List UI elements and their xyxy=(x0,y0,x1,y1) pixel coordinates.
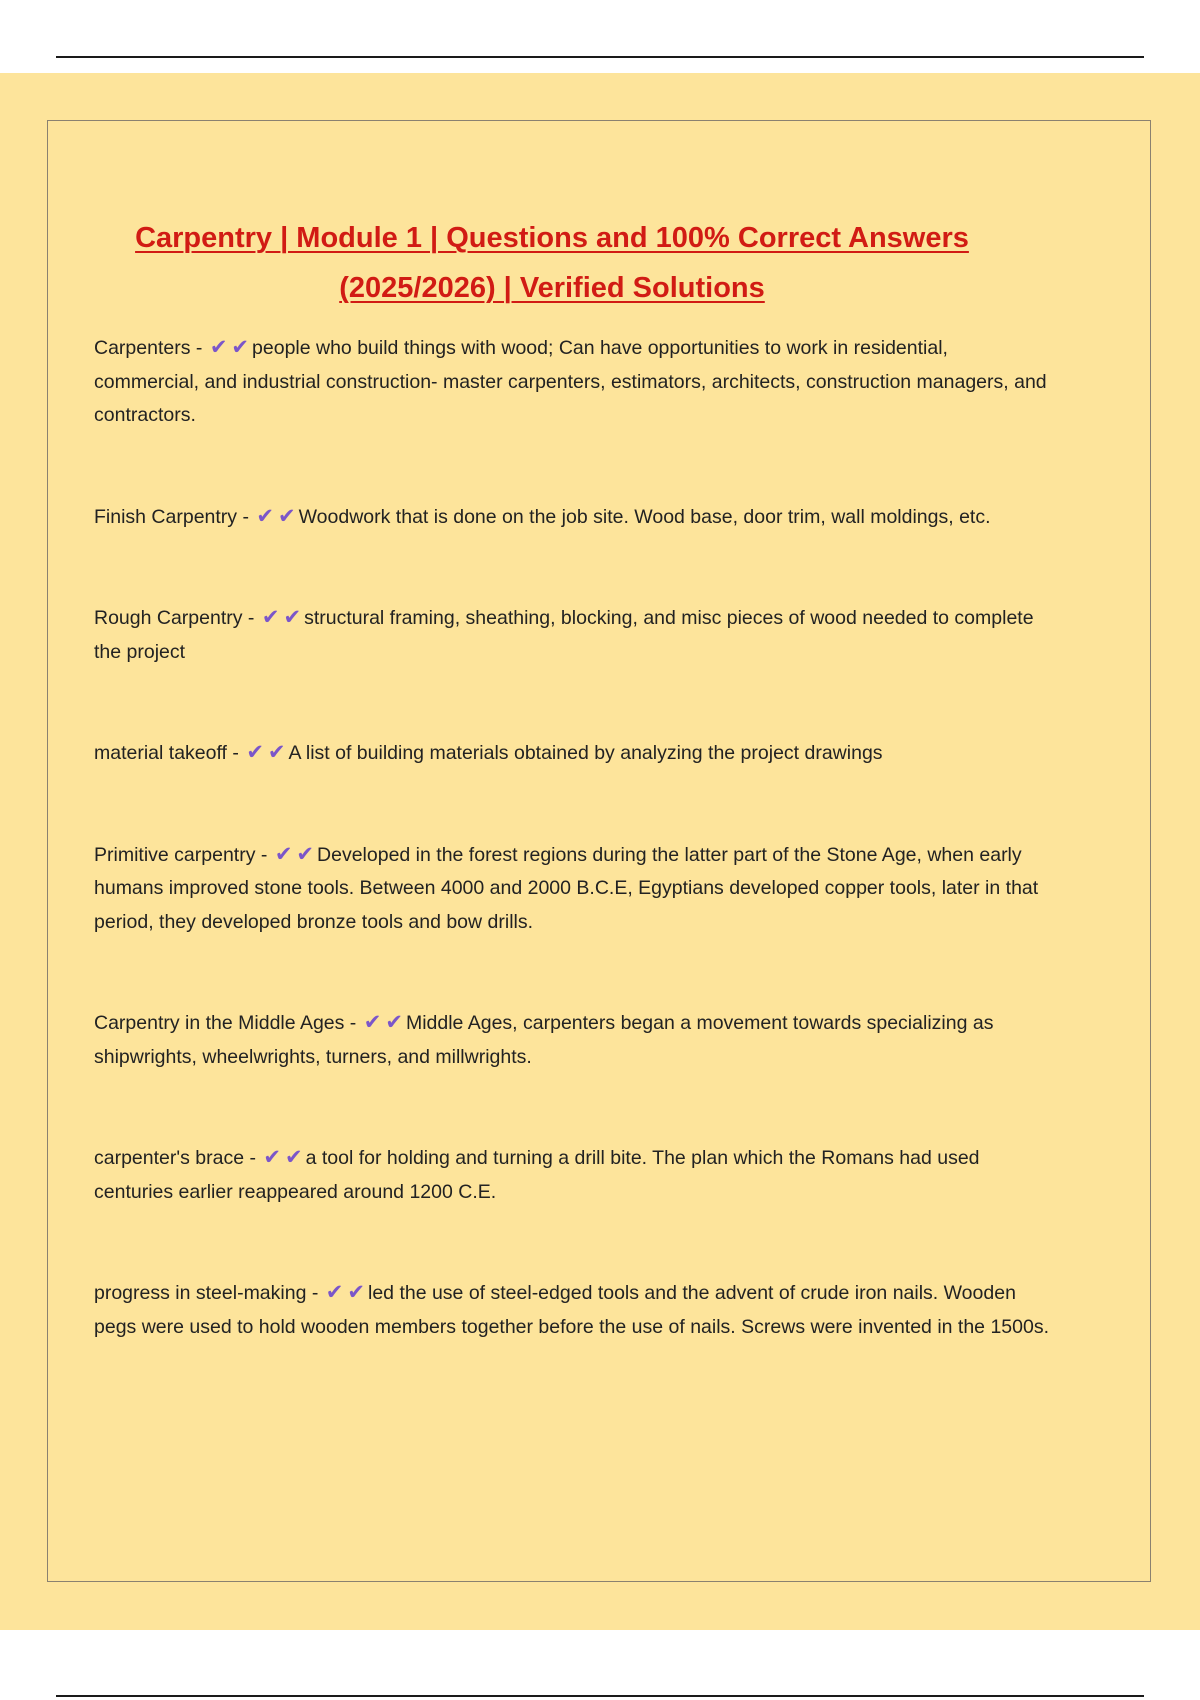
check-mark-icon: ✔ xyxy=(296,842,315,866)
qa-answer: people who build things with wood; Can have opportunities to work in residential, commercial, and industrial construction- master carpenters, estimators, architects, construction managers, and contractors. xyxy=(94,337,1047,426)
check-mark-icon: ✔ xyxy=(263,1146,282,1169)
qa-entry xyxy=(94,331,1054,433)
check-mark-icon: ✔ xyxy=(246,741,264,764)
qa-separator: - xyxy=(306,1282,324,1304)
qa-separator: - xyxy=(237,505,255,528)
check-mark-icon: ✔ xyxy=(261,606,280,629)
check-mark-icon: ✔ xyxy=(231,336,250,359)
check-mark-icon: ✔ xyxy=(385,1011,403,1034)
check-mark-icon: ✔ xyxy=(274,842,293,866)
qa-term: Finish Carpentry xyxy=(94,505,238,528)
qa-answer: led the use of steel-edged tools and the advent of crude iron nails. Wooden pegs were used to hold wooden members together before the use of nails. Screws were invented in the 1500s. xyxy=(94,1282,1049,1338)
qa-entry xyxy=(94,1006,1054,1074)
bottom-rule xyxy=(56,1695,1144,1697)
top-rule xyxy=(56,56,1144,58)
check-mark-icon: ✔ xyxy=(278,504,296,528)
qa-answer: Woodwork that is done on the job site. Wood base, door trim, wall moldings, etc. xyxy=(298,505,991,528)
qa-term: Primitive carpentry xyxy=(94,843,256,866)
check-mark-icon: ✔ xyxy=(256,504,275,528)
qa-entry xyxy=(94,1141,1054,1209)
qa-separator: - xyxy=(226,742,245,764)
qa-separator: - xyxy=(255,843,273,866)
qa-answer: Middle Ages, carpenters began a movement towards specializing as shipwrights, wheelwrights, turners, and millwrights. xyxy=(94,1012,994,1068)
check-mark-icon: ✔ xyxy=(363,1011,382,1034)
check-mark-icon: ✔ xyxy=(267,741,286,764)
qa-list xyxy=(94,331,1054,1344)
qa-separator: - xyxy=(244,1147,262,1169)
qa-entry xyxy=(94,601,1054,669)
qa-term: Carpenters xyxy=(94,337,191,359)
qa-entry xyxy=(94,838,1054,940)
qa-term: Rough Carpentry xyxy=(94,607,243,629)
qa-entry xyxy=(94,500,1054,535)
qa-term: carpenter's brace xyxy=(94,1147,245,1169)
check-mark-icon: ✔ xyxy=(209,336,228,359)
qa-separator: - xyxy=(344,1012,362,1034)
check-mark-icon: ✔ xyxy=(325,1281,344,1304)
qa-entry xyxy=(94,736,1054,771)
check-mark-icon: ✔ xyxy=(283,606,302,629)
page-band xyxy=(0,73,1200,1630)
qa-answer: A list of building materials obtained by analyzing the project drawings xyxy=(288,742,883,764)
check-mark-icon: ✔ xyxy=(285,1146,303,1169)
qa-term: progress in steel-making xyxy=(94,1282,307,1304)
qa-term: Carpentry in the Middle Ages xyxy=(94,1012,345,1034)
check-mark-icon: ✔ xyxy=(347,1281,365,1304)
qa-answer: structural framing, sheathing, blocking, and misc pieces of wood needed to complete the project xyxy=(94,607,1034,663)
qa-entry xyxy=(94,1276,1054,1344)
qa-answer: Developed in the forest regions during the latter part of the Stone Age, when early humans improved stone tools. Between 4000 and 2000 B.C.E, Egyptians developed copper tools, later in that period, they developed bronze tools and bow drills. xyxy=(94,843,1039,933)
document-title: Carpentry | Module 1 | Questions and 100% Correct Answers (2025/2026) | Verified Solutions xyxy=(135,222,969,304)
qa-separator: - xyxy=(190,337,208,359)
qa-separator: - xyxy=(242,607,260,629)
qa-answer: a tool for holding and turning a drill bite. The plan which the Romans had used centuries earlier reappeared around 1200 C.E. xyxy=(94,1147,980,1203)
qa-term: material takeoff xyxy=(94,742,227,764)
